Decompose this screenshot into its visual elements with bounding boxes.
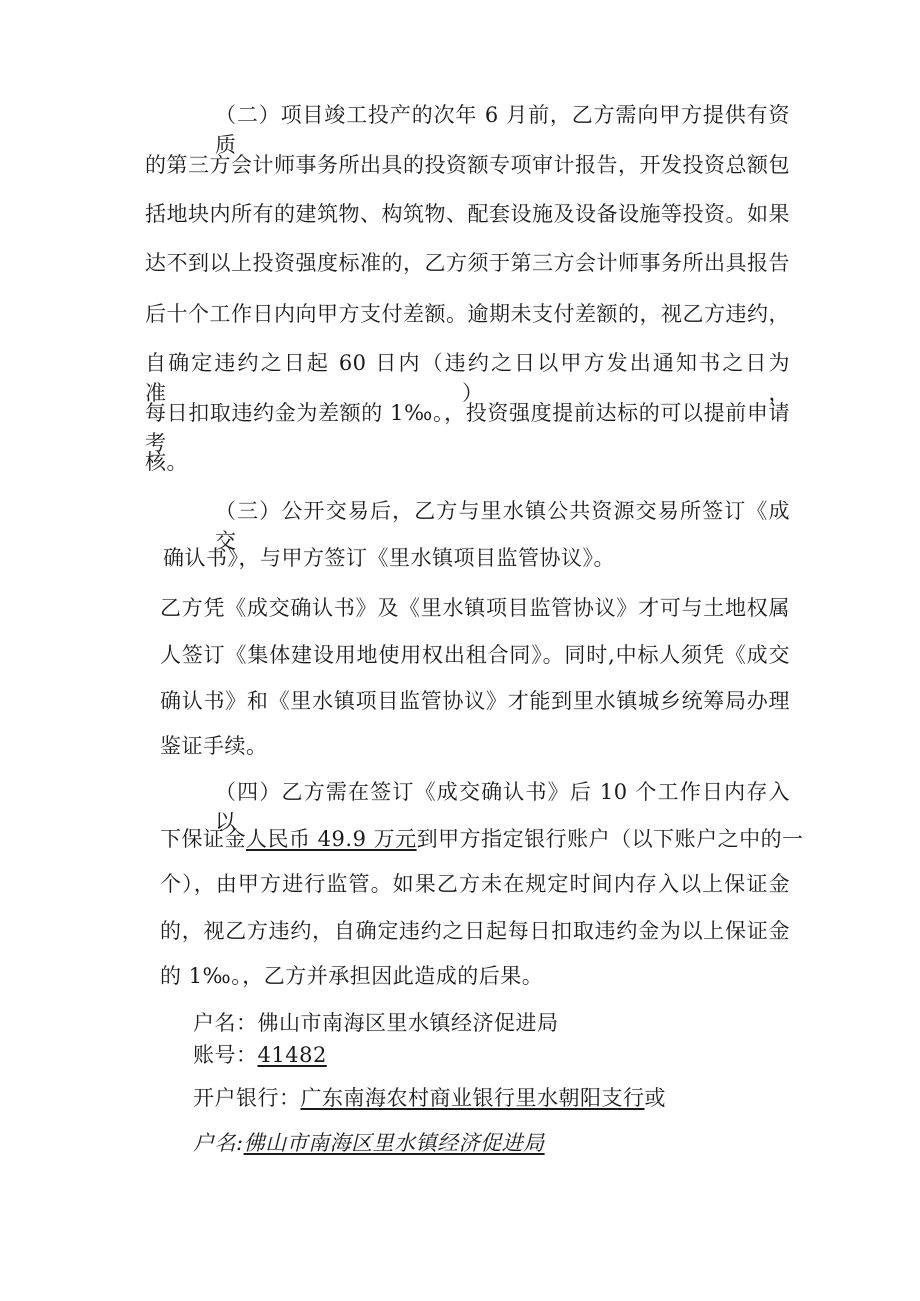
para3-line-6: 鉴证手续。 <box>160 734 268 758</box>
account-name2-value: 佛山市南海区里水镇经济促进局 <box>243 1131 545 1155</box>
bank-label: 开户银行： <box>193 1086 301 1110</box>
para4-line-2-suffix: 到甲方指定银行账户（以下账户之中的一 <box>416 827 804 851</box>
para2-line-7: 每日扣取违约金为差额的 1‰。，投资强度提前达标的可以提前申请考 <box>145 401 790 455</box>
account-name-label: 户名： <box>193 1011 258 1035</box>
bank-suffix: 或 <box>644 1086 666 1110</box>
account-name-value: 佛山市南海区里水镇经济促进局 <box>257 1011 559 1035</box>
para3-line-2: 确认书》，与甲方签订《里水镇项目监管协议》。 <box>163 546 615 570</box>
para3-line-4: 人签订《集体建设用地使用权出租合同》。同时,中标人须凭《成交 <box>160 643 790 667</box>
para2-line-4: 达不到以上投资强度标准的，乙方须于第三方会计师事务所出具报告 <box>145 251 790 275</box>
account-name-row <box>193 1008 559 1038</box>
para3-line-1: （三）公开交易后，乙方与里水镇公共资源交易所签订《成交 <box>215 499 790 553</box>
para2-line-6: 自确定违约之日起 60 日内（违约之日以甲方发出通知书之日为准）， <box>145 351 790 405</box>
deposit-amount: 人民币 49.9 万元 <box>246 827 417 851</box>
para2-line-8: 核。 <box>145 450 188 474</box>
para4-line-5: 的 1‰。，乙方并承担因此造成的后果。 <box>160 964 544 988</box>
para2-line-2: 的第三方会计师事务所出具的投资额专项审计报告，开发投资总额包 <box>145 153 790 177</box>
account-name2-label: 户名: <box>193 1131 244 1155</box>
account-number-label: 账号： <box>193 1043 258 1067</box>
para2-line-3: 括地块内所有的建筑物、构筑物、配套设施及设备设施等投资。如果 <box>145 202 790 226</box>
bank-value: 广东南海农村商业银行里水朝阳支行 <box>300 1086 645 1110</box>
para3-line-5: 确认书》和《里水镇项目监管协议》才能到里水镇城乡统筹局办理 <box>160 689 790 713</box>
para4-line-2-prefix: 下保证金 <box>160 827 246 851</box>
bank-row <box>193 1083 666 1113</box>
account-number-value: 41482 <box>257 1043 327 1067</box>
account-name2-row <box>193 1128 545 1158</box>
para4-line-4: 的，视乙方违约，自确定违约之日起每日扣取违约金为以上保证金 <box>160 919 790 943</box>
para4-line-2 <box>160 824 804 854</box>
para2-line-5: 后十个工作日内向甲方支付差额。逾期未支付差额的，视乙方违约， <box>145 302 790 326</box>
account-number-row <box>193 1040 327 1070</box>
para3-line-3: 乙方凭《成交确认书》及《里水镇项目监管协议》才可与土地权属 <box>160 596 790 620</box>
para4-line-3: 个），由甲方进行监管。如果乙方未在规定时间内存入以上保证金 <box>160 872 790 896</box>
para4-line-1: （四）乙方需在签订《成交确认书》后 10 个工作日内存入以 <box>215 780 790 834</box>
para2-line-1: （二）项目竣工投产的次年 6 月前，乙方需向甲方提供有资质 <box>215 103 790 157</box>
